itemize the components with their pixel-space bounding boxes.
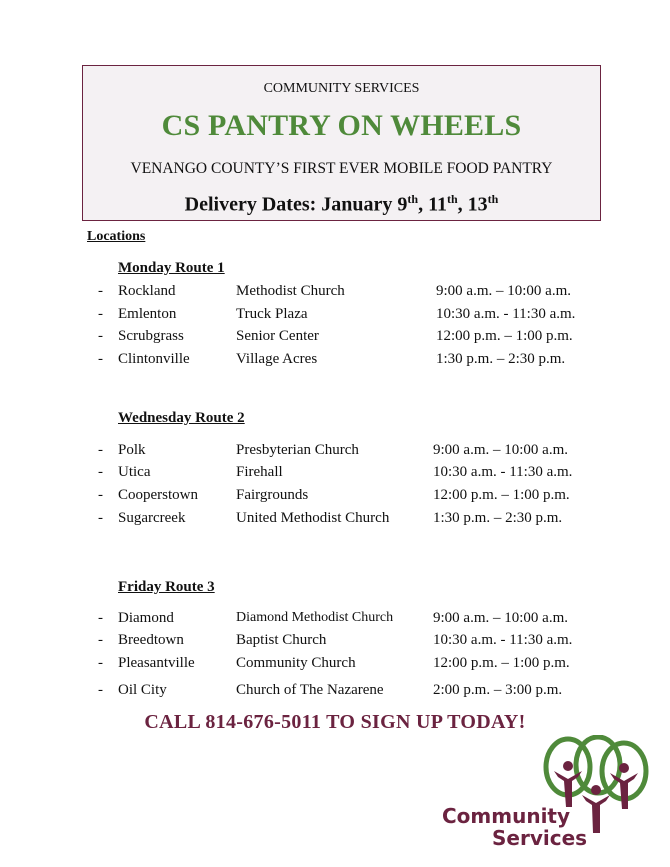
route-stop (0, 655, 670, 677)
org-name: COMMUNITY SERVICES (263, 81, 420, 96)
route-stop (0, 487, 670, 509)
stop-bullet: - (98, 682, 103, 698)
page-title: CS PANTRY ON WHEELS (161, 109, 522, 142)
stop-bullet: - (98, 442, 103, 458)
dates-prefix: Delivery Dates: January 9 (184, 193, 408, 216)
locations-heading: Locations (87, 229, 146, 244)
route-stop (0, 464, 670, 486)
stop-time: 9:00 a.m. – 10:00 a.m. (436, 283, 571, 299)
stop-time: 9:00 a.m. – 10:00 a.m. (433, 610, 568, 626)
page-subtitle: VENANGO COUNTY’S FIRST EVER MOBILE FOOD PANTRY (130, 160, 553, 177)
stop-bullet: - (98, 464, 103, 480)
stop-bullet: - (98, 610, 103, 626)
route-stop (0, 610, 670, 632)
stop-bullet: - (98, 632, 103, 648)
stop-bullet: - (98, 487, 103, 503)
stop-time: 10:30 a.m. - 11:30 a.m. (433, 464, 573, 480)
stop-bullet: - (98, 328, 103, 344)
route-stop (0, 682, 670, 704)
dates-ordinal-2: th (446, 192, 458, 206)
stop-site: Methodist Church (236, 283, 345, 299)
stop-time: 12:00 p.m. – 1:00 p.m. (436, 328, 573, 344)
stop-site: Firehall (236, 464, 283, 480)
dates-mid-2: , 13 (457, 193, 488, 216)
stop-time: 10:30 a.m. - 11:30 a.m. (436, 306, 576, 322)
delivery-dates (83, 192, 600, 217)
stop-time: 9:00 a.m. – 10:00 a.m. (433, 442, 568, 458)
stop-site: Fairgrounds (236, 487, 309, 503)
route-stop (0, 306, 670, 328)
stop-town: Diamond (118, 610, 174, 626)
stop-bullet: - (98, 351, 103, 367)
stop-time: 12:00 p.m. – 1:00 p.m. (433, 655, 570, 671)
route-stop (0, 328, 670, 350)
community-services-logo (438, 735, 658, 865)
stop-site: Village Acres (236, 351, 318, 367)
stop-site: United Methodist Church (236, 510, 390, 526)
stop-town: Utica (118, 464, 151, 480)
route-stop (0, 283, 670, 305)
stop-site: Diamond Methodist Church (236, 610, 394, 625)
stop-town: Oil City (118, 682, 167, 698)
route-title: Friday Route 3 (118, 579, 215, 595)
stop-town: Polk (118, 442, 146, 458)
stop-town: Cooperstown (118, 487, 198, 503)
stop-site: Presbyterian Church (236, 442, 359, 458)
stop-town: Scrubgrass (118, 328, 184, 344)
route-title: Monday Route 1 (118, 260, 225, 276)
dates-ordinal-1: th (407, 192, 419, 206)
stop-town: Pleasantville (118, 655, 195, 671)
route-stop (0, 442, 670, 464)
stop-time: 1:30 p.m. – 2:30 p.m. (436, 351, 566, 367)
stop-bullet: - (98, 510, 103, 526)
header-banner (82, 65, 601, 221)
dates-mid-1: , 11 (418, 193, 447, 216)
dates-ordinal-3: th (487, 192, 499, 206)
route-stop (0, 632, 670, 654)
stop-bullet: - (98, 655, 103, 671)
stop-time: 1:30 p.m. – 2:30 p.m. (433, 510, 563, 526)
stop-town: Emlenton (118, 306, 177, 322)
stop-site: Church of The Nazarene (236, 682, 384, 698)
route-title: Wednesday Route 2 (118, 410, 245, 426)
stop-site: Community Church (236, 655, 356, 671)
stop-time: 12:00 p.m. – 1:00 p.m. (433, 487, 570, 503)
stop-town: Sugarcreek (118, 510, 186, 526)
stop-time: 10:30 a.m. - 11:30 a.m. (433, 632, 573, 648)
stop-site: Senior Center (236, 328, 319, 344)
route-stop (0, 351, 670, 373)
logo-line-2: Services (492, 826, 588, 850)
stop-bullet: - (98, 283, 103, 299)
route-stop (0, 510, 670, 532)
stop-site: Truck Plaza (236, 306, 308, 322)
stop-town: Clintonville (118, 351, 190, 367)
stop-site: Baptist Church (236, 632, 327, 648)
call-to-action: CALL 814-676-5011 TO SIGN UP TODAY! (144, 711, 526, 733)
logo-line-1: Community (442, 804, 571, 828)
stop-town: Breedtown (118, 632, 184, 648)
stop-town: Rockland (118, 283, 176, 299)
stop-time: 2:00 p.m. – 3:00 p.m. (433, 682, 563, 698)
stop-bullet: - (98, 306, 103, 322)
